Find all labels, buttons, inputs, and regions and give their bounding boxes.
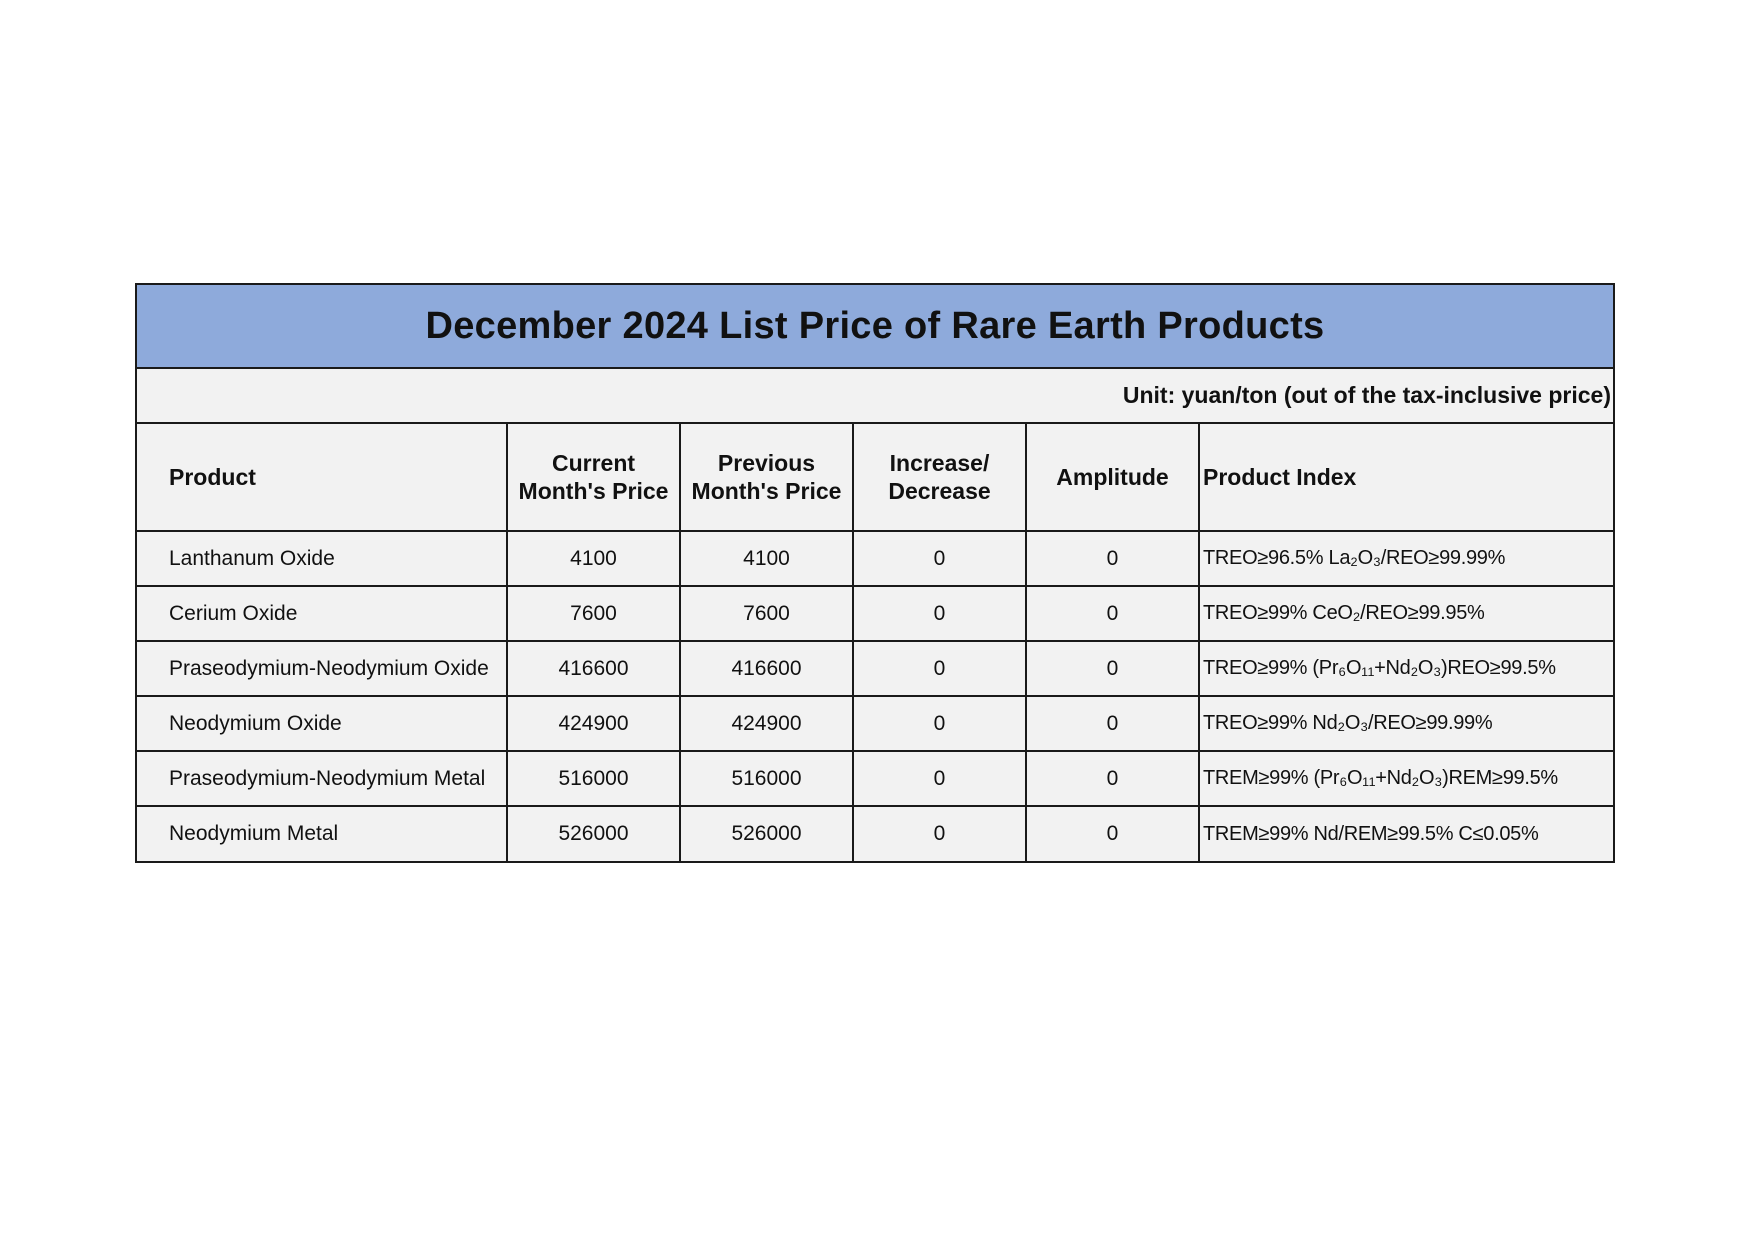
- cell-increase-decrease: 0: [853, 531, 1026, 586]
- cell-previous-price: 416600: [680, 641, 853, 696]
- cell-increase-decrease: 0: [853, 751, 1026, 806]
- header-row: [137, 424, 1613, 531]
- table-row: [137, 641, 1613, 696]
- cell-current-price: 424900: [507, 696, 680, 751]
- cell-current-price: 516000: [507, 751, 680, 806]
- table-row: [137, 531, 1613, 586]
- cell-amplitude: 0: [1026, 586, 1199, 641]
- price-table-sheet: [135, 283, 1615, 863]
- cell-increase-decrease: 0: [853, 696, 1026, 751]
- header-increase-decrease: Increase/ Decrease: [853, 424, 1026, 531]
- cell-current-price: 4100: [507, 531, 680, 586]
- header-product: Product: [137, 424, 507, 531]
- cell-product: Lanthanum Oxide: [137, 531, 507, 586]
- cell-current-price: 526000: [507, 806, 680, 861]
- cell-product: Neodymium Metal: [137, 806, 507, 861]
- cell-current-price: 7600: [507, 586, 680, 641]
- cell-increase-decrease: 0: [853, 641, 1026, 696]
- unit-note: Unit: yuan/ton (out of the tax-inclusive price): [137, 369, 1613, 424]
- cell-previous-price: 516000: [680, 751, 853, 806]
- cell-previous-price: 526000: [680, 806, 853, 861]
- cell-product-index: TREO≥99% (Pr₆O₁₁+Nd₂O₃)REO≥99.5%: [1199, 641, 1613, 696]
- table-row: [137, 751, 1613, 806]
- table-row: [137, 696, 1613, 751]
- cell-increase-decrease: 0: [853, 806, 1026, 861]
- table-title: December 2024 List Price of Rare Earth Products: [137, 285, 1613, 369]
- cell-current-price: 416600: [507, 641, 680, 696]
- header-current-price: Current Month's Price: [507, 424, 680, 531]
- cell-previous-price: 4100: [680, 531, 853, 586]
- cell-product: Praseodymium-Neodymium Metal: [137, 751, 507, 806]
- cell-amplitude: 0: [1026, 531, 1199, 586]
- table-row: [137, 806, 1613, 861]
- table-row: [137, 586, 1613, 641]
- cell-product-index: TREM≥99% (Pr₆O₁₁+Nd₂O₃)REM≥99.5%: [1199, 751, 1613, 806]
- header-product-index: Product Index: [1199, 424, 1613, 531]
- cell-product: Praseodymium-Neodymium Oxide: [137, 641, 507, 696]
- cell-product-index: TREO≥99% Nd₂O₃/REO≥99.99%: [1199, 696, 1613, 751]
- header-previous-price: Previous Month's Price: [680, 424, 853, 531]
- cell-product: Cerium Oxide: [137, 586, 507, 641]
- cell-product-index: TREO≥96.5% La₂O₃/REO≥99.99%: [1199, 531, 1613, 586]
- cell-amplitude: 0: [1026, 751, 1199, 806]
- cell-product-index: TREM≥99% Nd/REM≥99.5% C≤0.05%: [1203, 822, 1539, 845]
- cell-previous-price: 7600: [680, 586, 853, 641]
- cell-increase-decrease: 0: [853, 586, 1026, 641]
- price-table: [137, 424, 1613, 861]
- cell-product-index: TREO≥99% CeO₂/REO≥99.95%: [1199, 586, 1613, 641]
- cell-product: Neodymium Oxide: [137, 696, 507, 751]
- cell-amplitude: 0: [1026, 641, 1199, 696]
- cell-previous-price: 424900: [680, 696, 853, 751]
- cell-amplitude: 0: [1026, 696, 1199, 751]
- cell-amplitude: 0: [1026, 806, 1199, 861]
- header-amplitude: Amplitude: [1026, 424, 1199, 531]
